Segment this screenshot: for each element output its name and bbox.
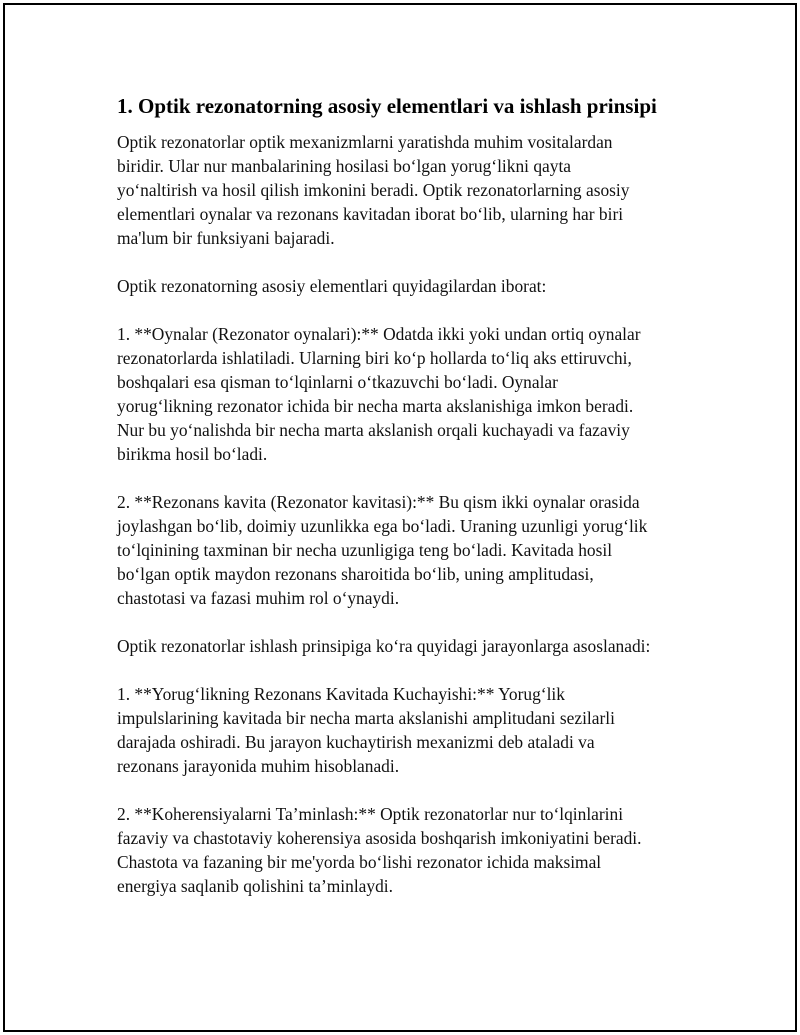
text-line: Optik rezonatorning asosiy elementlari quyidagilardan iborat:: [117, 276, 547, 296]
text-line: Optik rezonatorlar optik mexanizmlarni yaratishda muhim vositalardan: [117, 132, 613, 152]
text-line: 1. **Oynalar (Rezonator oynalari):** Odatda ikki yoki undan ortiq oynalar: [117, 324, 641, 344]
text-line: impulslarining kavitada bir necha marta akslanishi amplitudani sezilarli: [117, 708, 615, 728]
section-heading: 1. Optik rezonatorning asosiy elementlari va ishlash prinsipi: [117, 94, 657, 118]
text-line: energiya saqlanib qolishini ta’minlaydi.: [117, 876, 393, 896]
paragraph-principle-intro: [117, 634, 697, 658]
text-line: ma'lum bir funksiyani bajaradi.: [117, 228, 335, 248]
text-line: yo‘naltirish va hosil qilish imkonini beradi. Optik rezonatorlarning asosiy: [117, 180, 630, 200]
text-line: darajada oshiradi. Bu jarayon kuchaytirish mexanizmi deb ataladi va: [117, 732, 595, 752]
text-line: 2. **Koherensiyalarni Ta’minlash:** Optik rezonatorlar nur to‘lqinlarini: [117, 804, 624, 824]
paragraph-elements-intro: [117, 274, 697, 298]
text-line: joylashgan bo‘lib, doimiy uzunlikka ega bo‘ladi. Uraning uzunligi yorug‘lik: [117, 516, 648, 536]
paragraph-mirrors: [117, 322, 697, 466]
text-line: fazaviy va chastotaviy koherensiya asosida boshqarish imkoniyatini beradi.: [117, 828, 642, 848]
text-line: 2. **Rezonans kavita (Rezonator kavitasi):** Bu qism ikki oynalar orasida: [117, 492, 640, 512]
text-line: Chastota va fazaning bir me'yorda bo‘lishi rezonator ichida maksimal: [117, 852, 602, 872]
text-line: birikma hosil bo‘ladi.: [117, 444, 268, 464]
paragraph-cavity: [117, 490, 697, 610]
text-line: yorug‘likning rezonator ichida bir necha marta akslanishiga imkon beradi.: [117, 396, 634, 416]
text-line: bo‘lgan optik maydon rezonans sharoitida bo‘lib, uning amplitudasi,: [117, 564, 594, 584]
text-line: to‘lqinining taxminan bir necha uzunligiga teng bo‘ladi. Kavitada hosil: [117, 540, 613, 560]
text-line: boshqalari esa qisman to‘lqinlarni o‘tkazuvchi bo‘ladi. Oynalar: [117, 372, 558, 392]
document-body: [117, 92, 697, 922]
text-line: Optik rezonatorlar ishlash prinsipiga ko‘ra quyidagi jarayonlarga asoslanadi:: [117, 636, 651, 656]
text-line: Nur bu yo‘nalishda bir necha marta akslanish orqali kuchayadi va fazaviy: [117, 420, 630, 440]
text-line: rezonatorlarda ishlatiladi. Ularning biri ko‘p hollarda to‘liq aks ettiruvchi,: [117, 348, 632, 368]
text-line: rezonans jarayonida muhim hisoblanadi.: [117, 756, 400, 776]
paragraph-intro: [117, 130, 697, 250]
text-line: elementlari oynalar va rezonans kavitadan iborat bo‘lib, ularning har biri: [117, 204, 624, 224]
text-line: chastotasi va fazasi muhim rol o‘ynaydi.: [117, 588, 400, 608]
text-line: 1. **Yorug‘likning Rezonans Kavitada Kuchayishi:** Yorug‘lik: [117, 684, 565, 704]
text-line: biridir. Ular nur manbalarining hosilasi bo‘lgan yorug‘likni qayta: [117, 156, 571, 176]
paragraph-amplification: [117, 682, 697, 778]
paragraph-coherence: [117, 802, 697, 898]
